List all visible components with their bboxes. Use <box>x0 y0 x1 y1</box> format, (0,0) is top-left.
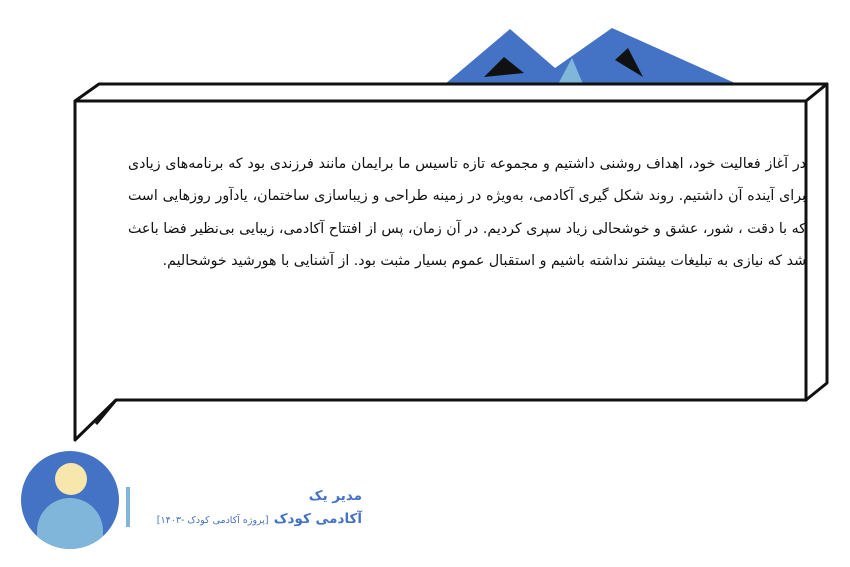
organization-name: آکادمی کودک <box>273 511 362 527</box>
author-block <box>130 488 370 526</box>
avatar-head <box>55 463 87 495</box>
avatar-body <box>37 498 103 549</box>
author-organization <box>157 508 362 527</box>
testimonial-quote: در آغاز فعالیت خود، اهداف روشنی داشتیم و مجموعه تازه تاسیس ما برایمان مانند فرزندی بود که برنامه‌های زیادی برای آینده آن داشتیم. روند شکل گیری آکادمی، به‌ویژه در زمینه طراحی و زیباسازی ساختمان، یادآور روزهایی است که با دقت ، شور، عشق و خوشحالی زیاد سپری کردیم. در آن زمان، پس از افتتاح آکادمی، زیبایی بی‌نظیر فضا باعث شد که نیازی به تبلیغات بیشتر نداشته باشیم و استقبال عموم بسیار مثبت بود. از آشنایی با هورشید خوشحالیم. <box>128 156 806 270</box>
author-name: مدیر یک <box>308 488 362 504</box>
user-avatar-icon <box>21 451 119 549</box>
project-tag: [پروژه آکادمی کودک -۱۴۰۳] <box>156 515 269 526</box>
